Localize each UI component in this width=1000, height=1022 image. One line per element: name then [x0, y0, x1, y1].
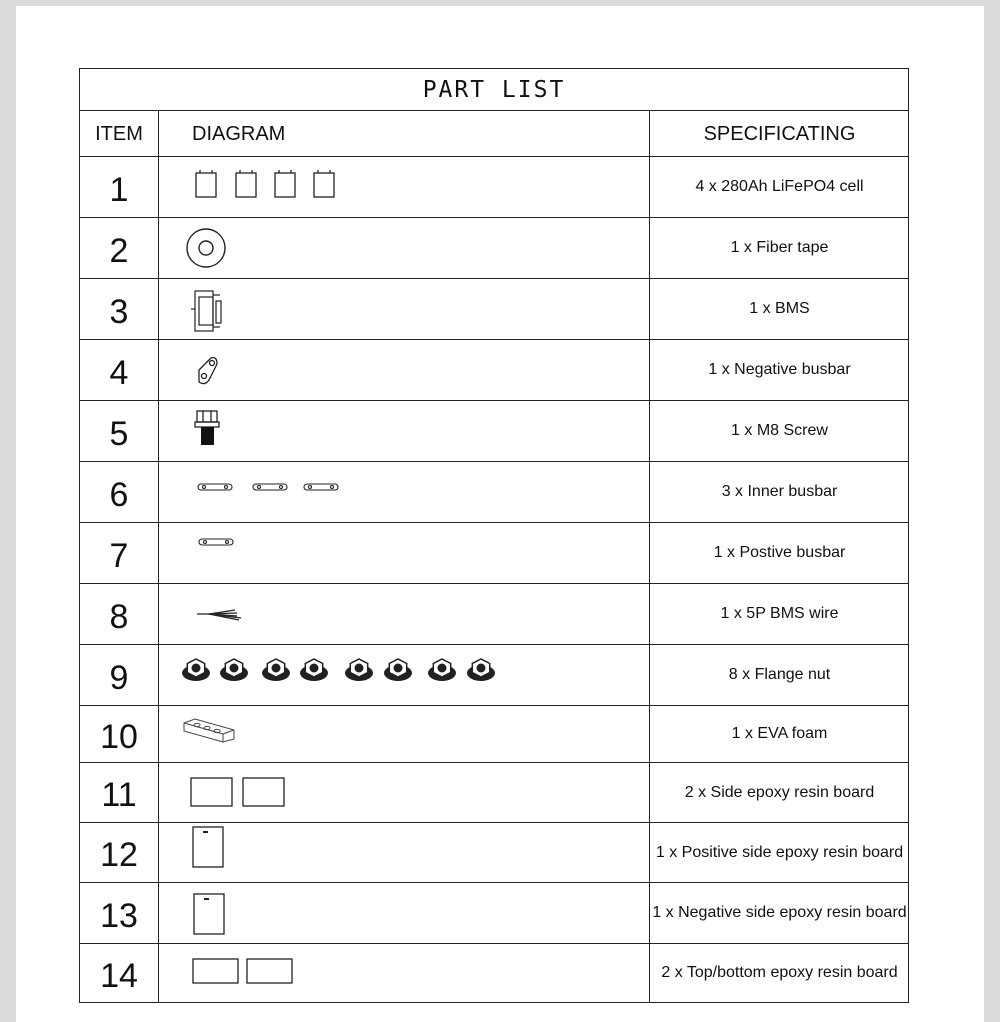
flange-nut-icon — [384, 659, 412, 681]
table-row — [80, 584, 908, 645]
header-item: ITEM — [95, 122, 143, 145]
item-number: 14 — [100, 956, 138, 995]
screw-icon — [159, 401, 649, 461]
header-diagram: DIAGRAM — [192, 122, 286, 145]
item-number: 9 — [109, 658, 129, 697]
item-number: 4 — [109, 353, 129, 392]
foam-pad-icon — [159, 706, 649, 762]
table-row — [80, 340, 908, 401]
table-row — [80, 763, 908, 823]
spec-text: 1 x Negative busbar — [708, 361, 851, 378]
item-number: 5 — [109, 414, 129, 453]
table-title: PART LIST — [80, 69, 908, 111]
spec-text: 1 x Postive busbar — [713, 544, 846, 561]
item-number: 6 — [109, 475, 129, 514]
spec-text: 2 x Side epoxy resin board — [684, 783, 875, 801]
resin-board-icon — [159, 763, 649, 822]
spec-text: 4 x 280Ah LiFePO4 cell — [695, 178, 864, 195]
flange-nut-icon — [220, 659, 248, 681]
table-row — [80, 279, 908, 340]
spec-text: 8 x Flange nut — [728, 666, 831, 683]
table-row — [80, 944, 908, 1002]
resin-board-icon — [159, 823, 649, 882]
spec-text: 1 x 5P BMS wire — [720, 605, 839, 622]
resin-board-icon — [159, 944, 649, 1002]
table-row — [80, 218, 908, 279]
item-number: 7 — [109, 536, 129, 575]
table-row — [80, 823, 908, 883]
item-number: 3 — [109, 292, 129, 331]
table-row — [80, 706, 908, 763]
spec-text: 1 x Negative side epoxy resin board — [652, 904, 907, 921]
wire-harness-icon — [159, 584, 649, 644]
bent-busbar-icon — [159, 340, 649, 400]
table-row — [80, 523, 908, 584]
flange-nut-icon — [428, 659, 456, 681]
item-number: 1 — [109, 170, 129, 209]
busbar-icon — [159, 523, 649, 583]
table-row — [80, 462, 908, 523]
spec-text: 3 x Inner busbar — [721, 483, 838, 500]
flange-nut-icon — [182, 659, 210, 681]
flange-nut-icon — [300, 659, 328, 681]
resin-board-icon — [159, 883, 649, 943]
spec-text: 1 x EVA foam — [731, 725, 828, 742]
tape-roll-icon — [159, 218, 649, 278]
flange-nut-icon — [467, 659, 495, 681]
item-number: 8 — [109, 597, 129, 636]
item-number: 10 — [100, 717, 138, 756]
item-number: 12 — [100, 836, 138, 874]
busbar-icon — [159, 462, 649, 522]
flange-nut-icon — [262, 659, 290, 681]
table-row — [80, 883, 908, 944]
item-number: 2 — [109, 231, 129, 270]
spec-text: 1 x Fiber tape — [730, 239, 829, 256]
table-row — [80, 401, 908, 462]
spec-text: 1 x Positive side epoxy resin board — [655, 843, 904, 861]
part-list-table — [79, 68, 909, 1003]
battery-cell-icon — [159, 157, 649, 217]
spec-text: 2 x Top/bottom epoxy resin board — [661, 964, 898, 981]
spec-text: 1 x BMS — [749, 300, 810, 317]
flange-nut-icon — [159, 645, 649, 705]
spec-text: 1 x M8 Screw — [731, 422, 828, 439]
flange-nut-icon — [345, 659, 373, 681]
item-number: 11 — [101, 776, 137, 814]
bms-board-icon — [159, 279, 649, 339]
table-row — [80, 645, 908, 706]
header-spec: SPECIFICATING — [703, 122, 856, 145]
item-number: 13 — [100, 896, 138, 935]
table-row — [80, 157, 908, 218]
